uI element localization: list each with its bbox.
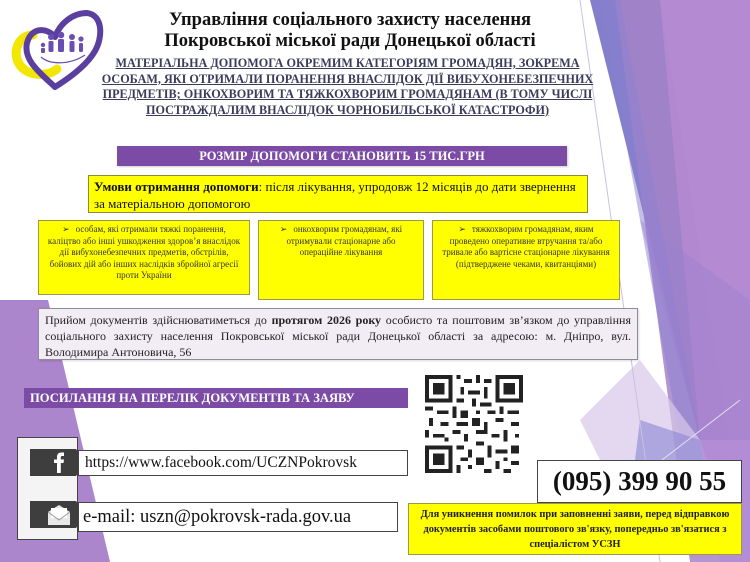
- facebook-link[interactable]: https://www.facebook.com/UCZNPokrovsk: [78, 450, 408, 476]
- docs-text-before: Прийом документів здійснюватиметься до: [45, 313, 272, 327]
- assistance-amount-banner: РОЗМІР ДОПОМОГИ СТАНОВИТЬ 15 ТИС.ГРН: [117, 146, 567, 166]
- conditions-text: : після лікування, упродовж 12 місяців до дати звернення за матеріальною допомогою: [94, 179, 576, 211]
- phone-number[interactable]: (095) 399 90 55: [537, 460, 742, 503]
- documents-links-heading: ПОСИЛАННЯ НА ПЕРЕЛІК ДОКУМЕНТІВ ТА ЗАЯВУ: [24, 388, 408, 408]
- category-box-injured: [38, 220, 250, 295]
- title-line-2: Покровської міської ради Донецької області: [164, 31, 536, 51]
- conditions-label: Умови отримання допомоги: [94, 179, 259, 194]
- email-link[interactable]: e-mail: uszn@pokrovsk-rada.gov.ua: [78, 502, 398, 532]
- category-text: особам, які отримали тяжкі поранення, каліцтво або інші ушкодження здоров’я внаслідок дії вибухонебезпечних предметів, обстрілів, бойових дій або інших наслідків збройної агресії проти України: [47, 224, 241, 281]
- conditions-box: [88, 175, 588, 213]
- category-text: тяжкохворим громадянам, яким проведено оперативне втручання та/або тривале або вартісне стаціонарне лікування (підтверджене чеками, квитанціями): [442, 224, 610, 269]
- category-box-seriously-ill: [432, 220, 620, 300]
- title-line-1: Управління соціального захисту населення: [168, 10, 532, 30]
- arrow-bullet-icon: ➢: [62, 224, 70, 234]
- arrow-bullet-icon: ➢: [279, 224, 288, 234]
- assistance-subtitle: МАТЕРІАЛЬНА ДОПОМОГА ОКРЕМИМ КАТЕГОРІЯМ ГРОМАДЯН, ЗОКРЕМА ОСОБАМ, ЯКІ ОТРИМАЛИ ПОРАНЕННЯ ВНАСЛІДОК ДІЇ ВИБУХОНЕБЕЗПЕЧНИХ ПРЕДМЕТІВ; ОНКОХВОРИМ ТА ТЯЖКОХВОРИМ ГРОМАДЯНАМ (В ТОМУ ЧИСЛІ ПОСТРАЖДАЛИМ ВНАСЛІДОК ЧОРНОБИЛЬСЬКОЇ КАТАСТРОФИ): [101, 56, 594, 117]
- contact-specialist-note: Для уникнення помилок при заповненні заяви, перед відправкою документів засобами поштового зв'язку, попередньо зв'язатися з спеціалістом УСЗН: [408, 503, 742, 555]
- arrow-bullet-icon: ➢: [458, 224, 466, 234]
- docs-deadline: протягом 2026 року: [271, 313, 382, 327]
- contact-icons-frame: [17, 437, 78, 540]
- document-submission-info: [38, 308, 638, 360]
- category-box-oncology: [258, 220, 424, 300]
- family-heart-logo-icon: [5, 5, 105, 90]
- organization-title: [130, 10, 570, 52]
- docs-text-after: особисто та поштовим зв’язком до управління соціального захисту населення Покровської міської ради Донецької області за адресою: м. Дніпро, вул. Володимира Антоновича, 56: [45, 313, 631, 359]
- qr-code-icon[interactable]: [425, 375, 523, 473]
- category-text: онкохворим громадянам, які отримували стаціонарне або операційне лікування: [286, 224, 403, 258]
